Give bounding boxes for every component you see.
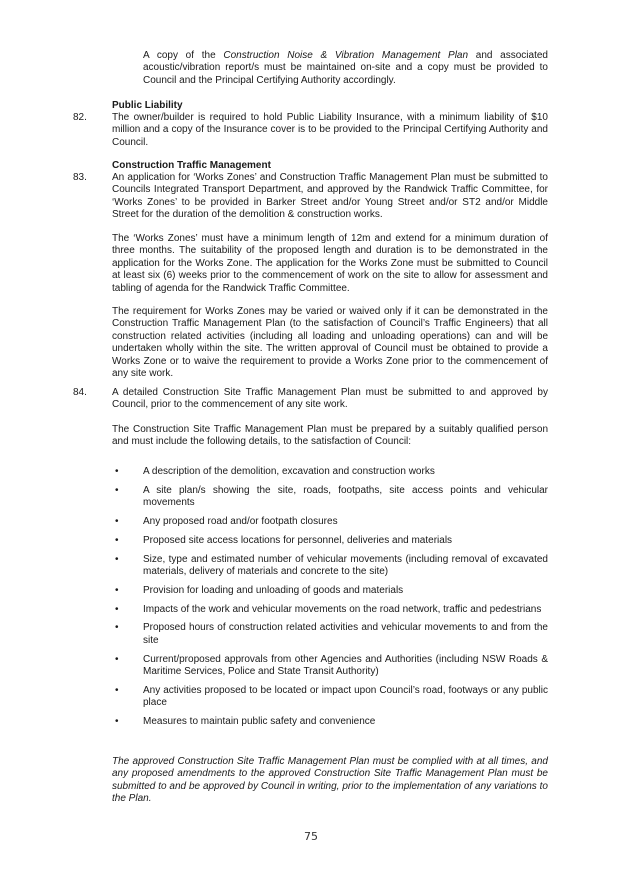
bullet-icon: • (115, 484, 119, 496)
list-item: • Size, type and estimated number of vehicular movements (including removal of excavated materials, delivery of materials and concrete to the site) (115, 553, 548, 577)
bullet-icon: • (115, 622, 119, 634)
site-plan-paragraph-2: The Construction Site Traffic Management Plan must be prepared by a suitably qualified person and must include the following details, to the satisfaction of Council: (112, 424, 548, 448)
bullet-icon: • (115, 584, 119, 596)
list-item: • Current/proposed approvals from other Agencies and Authorities (including NSW Roads & Maritime Services, Police and State Transit Authority) (115, 653, 548, 677)
public-liability-text: The owner/builder is required to hold Public Liability Insurance, with a minimum liability of $10 million and a copy of the Insurance cover is to be provided to the Principal Certifying Authority and Council. (112, 112, 548, 148)
list-item: • Impacts of the work and vehicular movements on the road network, traffic and pedestrians (115, 603, 542, 615)
site-plan-paragraph-1: A detailed Construction Site Traffic Management Plan must be submitted to and approved by Council, prior to the commencement of any site work. (112, 387, 548, 411)
page-number: 75 (304, 830, 318, 843)
list-item: • A description of the demolition, excavation and construction works (115, 466, 435, 477)
intro-text-post: and associated acoustic/vibration report/s must be maintained on-site and a copy must be provided to Council and the Principal Certifying Authority accordingly. (143, 50, 548, 86)
intro-text-italic: Construction Noise & Vibration Management Plan (223, 50, 469, 61)
condition-number-82: 82. (73, 112, 87, 123)
traffic-paragraph-2: The ‘Works Zones’ must have a minimum length of 12m and extend for a minimum duration of three months. The suitability of the proposed length and duration is to be demonstrated in the application for the Works Zone. The application for the Works Zone must be submitted to Council at least six (6) weeks prior to the commencement of work on the site to allow for assessment and tabling of agenda for the Randwick Traffic Committee. (112, 233, 548, 294)
bullet-icon: • (115, 684, 119, 696)
bullet-icon: • (115, 534, 119, 546)
traffic-paragraph-1: An application for ‘Works Zones’ and Construction Traffic Management Plan must be submitted to Councils Integrated Transport Department, and approved by the Randwick Traffic Committee, for ‘Works Zones’ to be provided in Barker Street and/or Young Street and/or ST2 and/or Middle Street for the duration of the demolition & construction works. (112, 172, 548, 221)
list-item: • Any proposed road and/or footpath closures (115, 516, 338, 527)
site-plan-closing-paragraph: The approved Construction Site Traffic Management Plan must be complied with at all times, and any proposed amendments to the approved Construction Site Traffic Management Plan must be submitted to and be approved by Council in writing, prior to the implementation of any variations to the Plan. (112, 756, 548, 805)
bullet-icon: • (115, 553, 119, 565)
bullet-icon: • (115, 516, 119, 527)
traffic-management-heading: Construction Traffic Management (112, 160, 271, 171)
public-liability-heading: Public Liability (112, 100, 183, 111)
bullet-icon: • (115, 716, 119, 727)
condition-number-83: 83. (73, 172, 87, 183)
site-plan-details-list (112, 466, 548, 735)
bullet-icon: • (115, 653, 119, 665)
list-item: • Proposed site access locations for personnel, deliveries and materials (115, 534, 453, 546)
intro-paragraph (143, 50, 548, 87)
traffic-paragraph-3: The requirement for Works Zones may be varied or waived only if it can be demonstrated in the Construction Traffic Management Plan (to the satisfaction of Council’s Traffic Engineers) that all construction related activities (including all loading and unloading operations) can and will be undertaken wholly within the site. The written approval of Council must be obtained to provide a Works Zone or to waive the requirement to provide a Works Zone prior to the commencement of any site work. (112, 306, 548, 380)
bullet-icon: • (115, 466, 119, 477)
list-item: • Measures to maintain public safety and convenience (115, 716, 376, 727)
bullet-icon: • (115, 603, 119, 615)
list-item: • A site plan/s showing the site, roads, footpaths, site access points and vehicular movements (115, 484, 548, 509)
condition-number-84: 84. (73, 387, 87, 398)
list-item: • Any activities proposed to be located or impact upon Council’s road, footways or any public place (115, 684, 548, 709)
list-item: • Proposed hours of construction related activities and vehicular movements to and from the site (115, 622, 548, 646)
list-item: • Provision for loading and unloading of goods and materials (115, 584, 404, 596)
intro-text-pre: A copy of the (143, 50, 224, 61)
